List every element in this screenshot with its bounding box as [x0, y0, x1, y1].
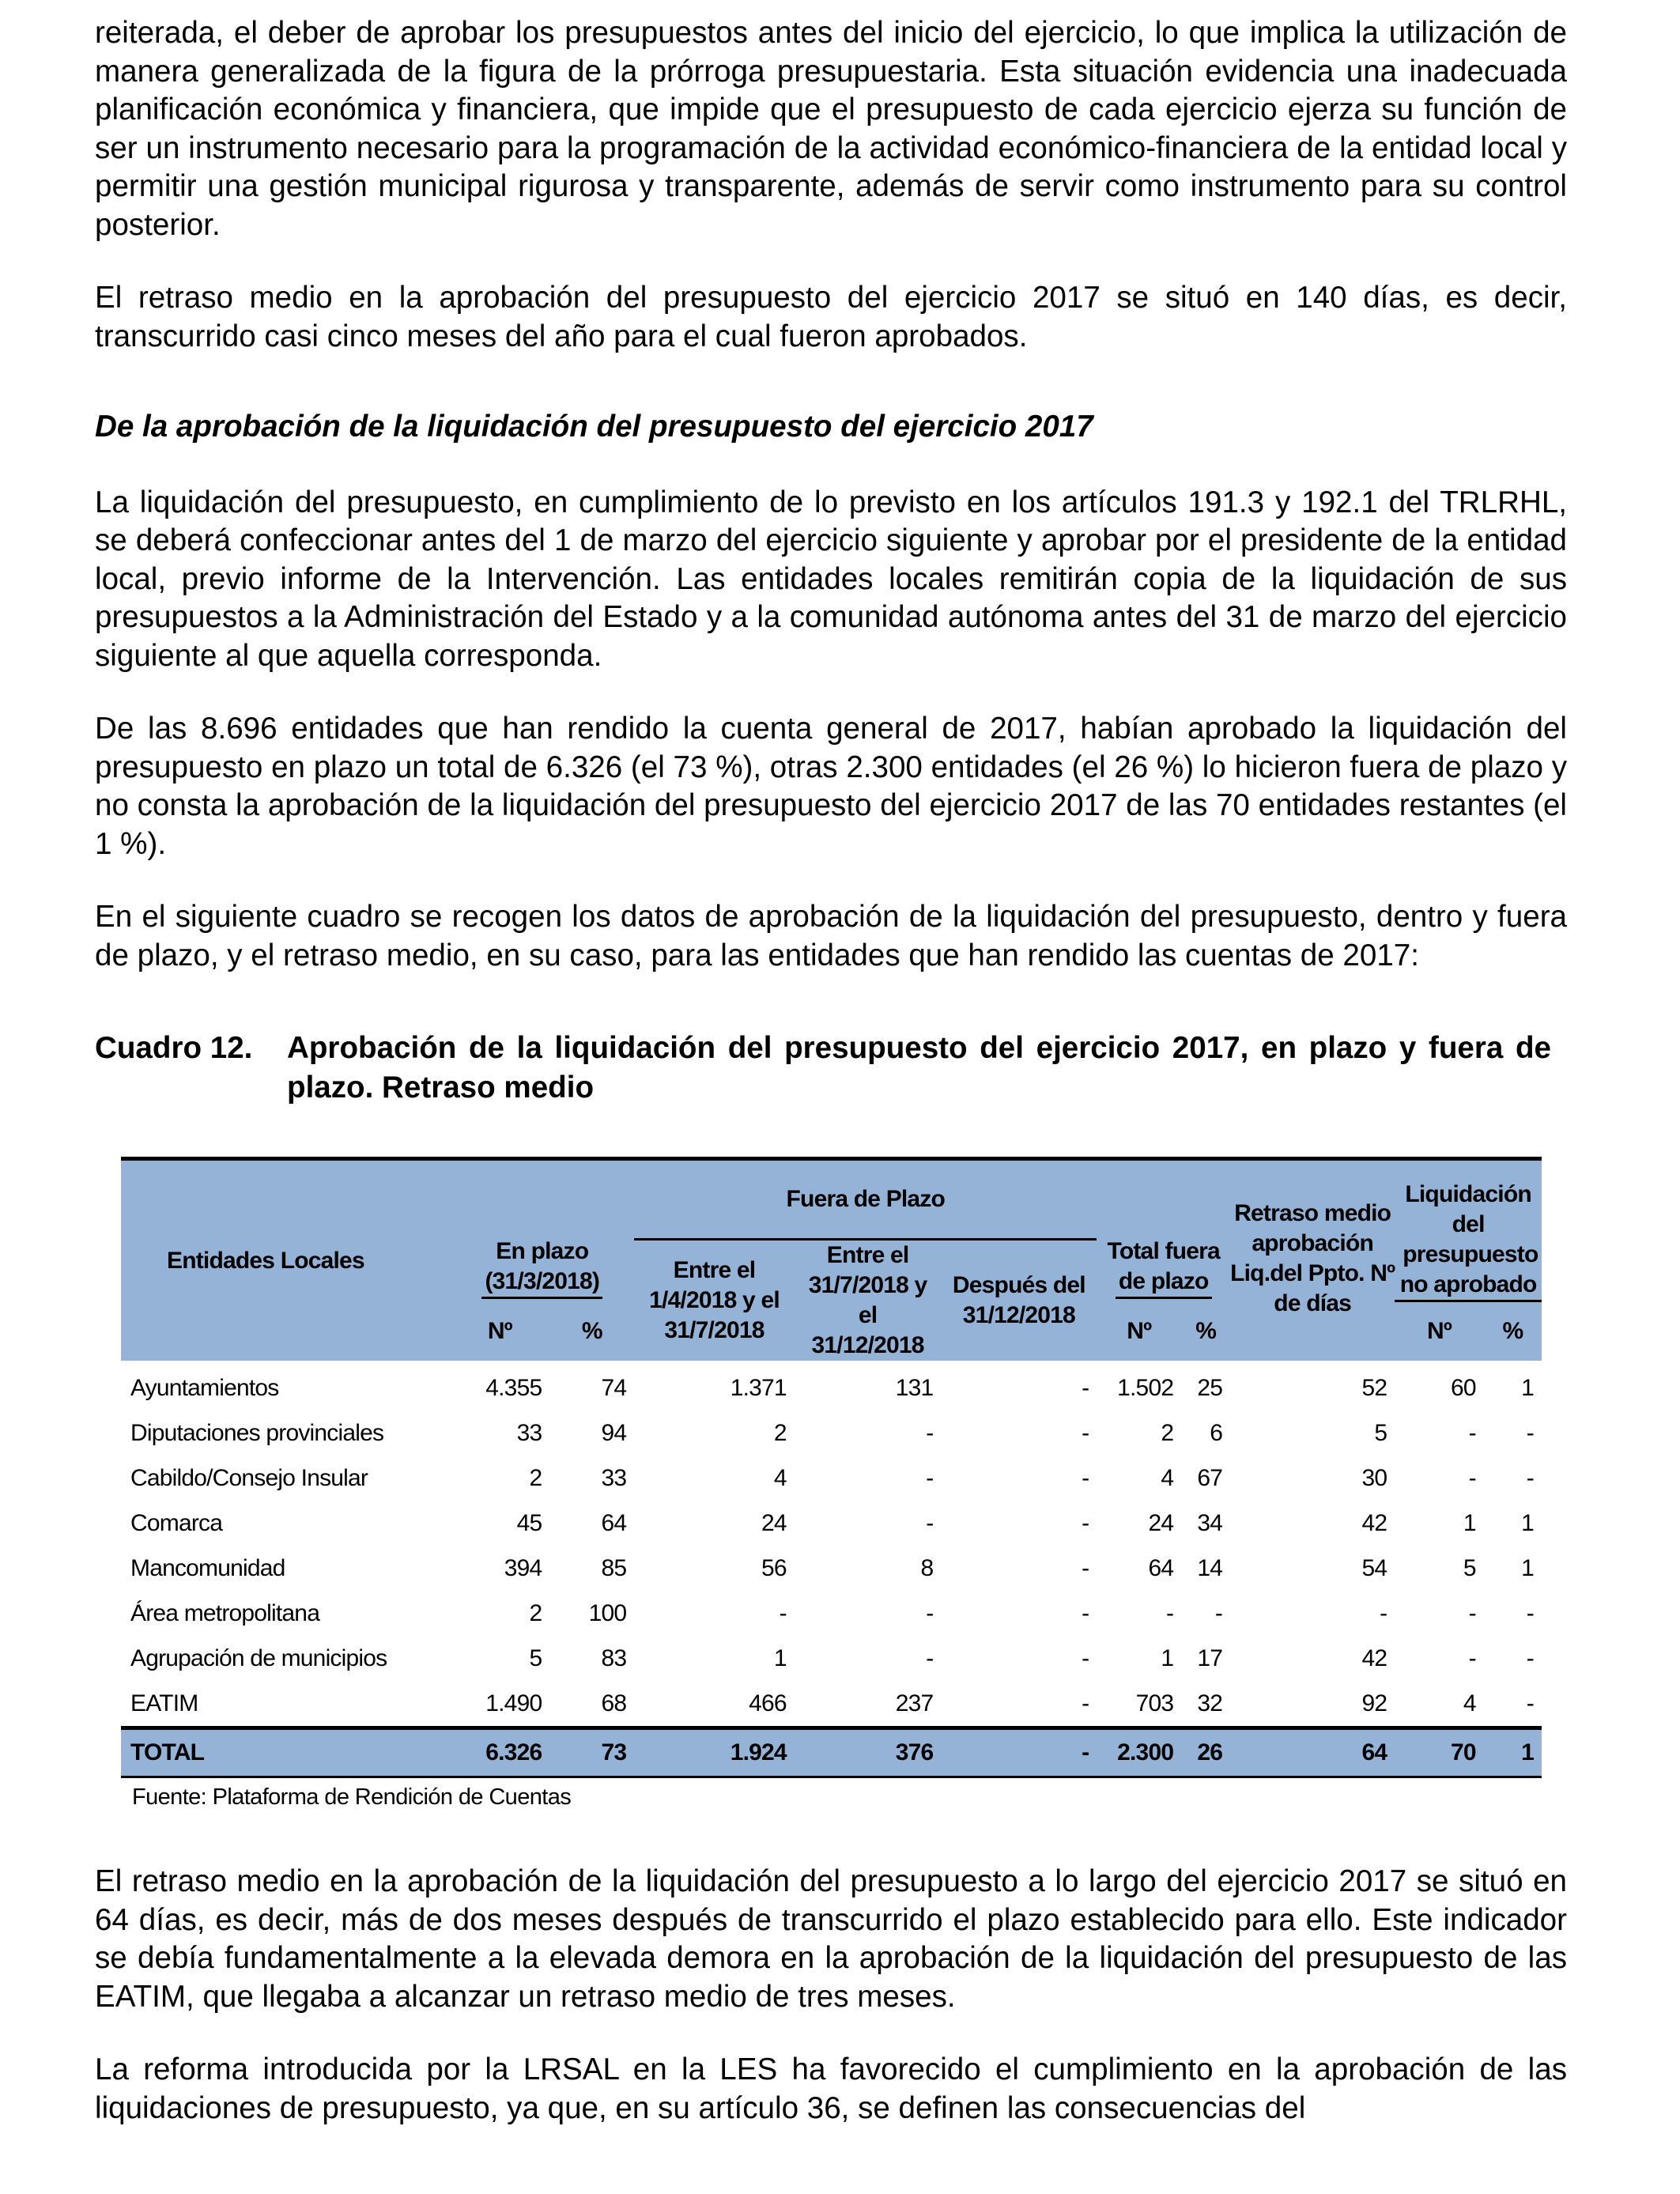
header-n: Nº [450, 1302, 549, 1361]
table-cell: 52 [1361, 1374, 1387, 1401]
header-total-fuera [1097, 1159, 1230, 1302]
header-despues: Después del 31/12/2018 [941, 1240, 1097, 1361]
paragraph: De las 8.696 entidades que han rendido la cuenta general de 2017, habían aprobado la liquidación del presupuesto en plazo un total de 6.326 (el 73 %), otras 2.300 entidades (el 26 %) lo hicieron fuera de plazo y no consta la aprobación de la liquidación del presupuesto del ejercicio 2017 de las 70 entidades restantes (el 1 %). [95, 712, 1567, 861]
paragraph: La reforma introducida por la LRSAL en la LES ha favorecido el cumplimiento en la aprobación de las liquidaciones de presupuesto, ya que, en su artículo 36, se definen las consecuencias del [95, 2052, 1567, 2125]
table-cell: 1 [1521, 1509, 1534, 1536]
table-cell: - [1166, 1599, 1174, 1626]
table-row [121, 1546, 1542, 1591]
table-cell: 100 [588, 1599, 627, 1626]
document-page [95, 14, 1567, 2162]
table-row [121, 1636, 1542, 1681]
table-cell: 4 [1161, 1464, 1174, 1491]
table-cell: 1 [1521, 1554, 1534, 1581]
table-cell: - [1468, 1645, 1476, 1671]
table-cell: 42 [1361, 1509, 1387, 1536]
table-cell: 2 [529, 1464, 542, 1491]
row-label: Mancomunidad [130, 1554, 285, 1581]
table-cell: - [1082, 1690, 1089, 1716]
table-cell: 56 [761, 1554, 787, 1581]
table-cell: 394 [504, 1554, 542, 1581]
paragraph: reiterada, el deber de aprobar los presupuestos antes del inicio del ejercicio, lo que implica la utilización de manera generalizada de la figura de la prórroga presupuestaria. Esta situación evidencia una inadecuada planificación económica y financiera, que impide que el presupuesto de cada ejercicio ejerza su función de ser un instrumento necesario para la programación de la actividad económico-financiera de la entidad local y permitir una gestión municipal rigurosa y transparente, además de servir como instrumento para su control posterior. [95, 16, 1567, 242]
table-cell: 73 [549, 1728, 634, 1777]
table-cell: 376 [795, 1728, 942, 1777]
table-cell: 42 [1361, 1645, 1387, 1671]
header-entre-2-b: 31/12/2018 [811, 1332, 924, 1358]
table-cell: 2 [773, 1419, 787, 1446]
table-cell: 17 [1197, 1645, 1223, 1671]
header-en-plazo [450, 1159, 634, 1302]
header-en-plazo-date: (31/3/2018) [481, 1267, 602, 1299]
table-cell: 6 [1210, 1419, 1223, 1446]
table-cell: 74 [601, 1374, 627, 1401]
table-cell: - [1082, 1374, 1089, 1401]
table-cell: 1 [1463, 1509, 1476, 1536]
table-cell: - [1082, 1599, 1089, 1626]
table-cell: 94 [601, 1419, 627, 1446]
table-row [121, 1501, 1542, 1546]
table-row [121, 1410, 1542, 1456]
table-cell: 466 [749, 1690, 787, 1716]
table-cell: - [1468, 1419, 1476, 1446]
table-cell: 26 [1181, 1728, 1230, 1777]
header-entidades: Entidades Locales [121, 1159, 450, 1361]
table-cell: - [1082, 1509, 1089, 1536]
table-cell: - [1082, 1419, 1089, 1446]
table-cell: - [926, 1509, 934, 1536]
table-cell: - [1082, 1645, 1089, 1671]
table-cell: 64 [1148, 1554, 1174, 1581]
table-cell: - [1526, 1464, 1534, 1491]
section-heading: De la aprobación de la liquidación del presupuesto del ejercicio 2017 [95, 410, 1093, 444]
table-cell: 34 [1197, 1509, 1223, 1536]
table-source: Fuente: Plataforma de Rendición de Cuentas [132, 1784, 572, 1810]
table-row [121, 1456, 1542, 1501]
table-cell: 1 [1484, 1728, 1542, 1777]
row-label: EATIM [130, 1690, 198, 1716]
table-cell: 4 [773, 1464, 787, 1491]
header-liquidacion-sub: no aprobado [1395, 1270, 1542, 1302]
row-label: Diputaciones provinciales [130, 1419, 384, 1446]
table-cell: 2 [1161, 1419, 1174, 1446]
table-cell: 54 [1361, 1554, 1387, 1581]
table-cell: 67 [1197, 1464, 1223, 1491]
paragraph: En el siguiente cuadro se recogen los datos de aprobación de la liquidación del presupuesto, dentro y fuera de plazo, y el retraso medio, en su caso, para las entidades que han rendido las cuentas de 2017: [95, 900, 1567, 972]
row-label: Ayuntamientos [130, 1374, 279, 1401]
table-cell: 68 [601, 1690, 627, 1716]
table-cell: - [1082, 1464, 1089, 1491]
table-cell: - [1468, 1464, 1476, 1491]
table-cell: 1 [1521, 1374, 1534, 1401]
table-caption [95, 1029, 1567, 1108]
table-cell: 4.355 [485, 1374, 542, 1401]
header-entre-2-a: Entre el 31/7/2018 y el [808, 1242, 927, 1328]
header-fuera-de-plazo: Fuera de Plazo [634, 1159, 1097, 1240]
table-cell: 70 [1395, 1728, 1484, 1777]
header-liquidacion [1395, 1159, 1542, 1302]
table-cell: - [1526, 1419, 1534, 1446]
table-cell: 5 [529, 1645, 542, 1671]
table-row [121, 1591, 1542, 1636]
table-cell: 24 [1148, 1509, 1174, 1536]
table-row [121, 1361, 1542, 1410]
table-cell: 1.490 [485, 1690, 542, 1716]
caption-text: Aprobación de la liquidación del presupuesto del ejercicio 2017, en plazo y fuera de plazo. Retraso medio [287, 1031, 1551, 1105]
header-n: Nº [1395, 1302, 1484, 1361]
header-entre-1: Entre el 1/4/2018 y el 31/7/2018 [634, 1240, 795, 1361]
paragraph: El retraso medio en la aprobación del presupuesto del ejercicio 2017 se situó en 140 días, es decir, transcurrido casi cinco meses del año para el cual fueron aprobados. [95, 281, 1567, 353]
table-cell: 30 [1361, 1464, 1387, 1491]
table-cell: 60 [1451, 1374, 1476, 1401]
table-cell: 33 [516, 1419, 542, 1446]
header-total-fuera-label: Total fuera [1107, 1237, 1220, 1264]
table-cell: - [1082, 1554, 1089, 1581]
table-cell: 33 [601, 1464, 627, 1491]
table-cell: 25 [1197, 1374, 1223, 1401]
header-retraso: Retraso medio aprobación Liq.del Ppto. Nº de días [1230, 1159, 1395, 1361]
row-label: Área metropolitana [130, 1599, 320, 1626]
table-cell: - [926, 1419, 934, 1446]
row-label: Agrupación de municipios [130, 1645, 387, 1671]
table-cell: 45 [516, 1509, 542, 1536]
header-pct: % [1484, 1302, 1542, 1361]
table-cell: 1.502 [1117, 1374, 1174, 1401]
table-cell: - [926, 1645, 934, 1671]
header-pct: % [1181, 1302, 1230, 1361]
table-cell: 85 [601, 1554, 627, 1581]
table-cell: 703 [1135, 1690, 1174, 1716]
table-cell: 64 [1230, 1728, 1395, 1777]
table-cell: 14 [1197, 1554, 1223, 1581]
header-n: Nº [1097, 1302, 1181, 1361]
table-cell: - [779, 1599, 787, 1626]
header-total-fuera-sub: de plazo [1116, 1267, 1212, 1299]
header-entre-2 [795, 1240, 942, 1361]
table-cell: 5 [1374, 1419, 1387, 1446]
table-cell: 2 [529, 1599, 542, 1626]
table-cell: 64 [601, 1509, 627, 1536]
table-cell: 1 [1161, 1645, 1174, 1671]
table-cell: - [1526, 1599, 1534, 1626]
table-cell: - [1214, 1599, 1223, 1626]
table-cell: 92 [1361, 1690, 1387, 1716]
paragraph: La liquidación del presupuesto, en cumplimiento de lo previsto en los artículos 191.3 y 192.1 del TRLRHL, se deberá confeccionar antes del 1 de marzo del ejercicio siguiente y aprobar por el presidente de la entidad local, previo informe de la Intervención. Las entidades locales remitirán copia de la liquidación de sus presupuestos a la Administración del Estado y a la comunidad autónoma antes del 31 de marzo del ejercicio siguiente al que aquella corresponda. [95, 485, 1567, 673]
table-cell: 83 [601, 1645, 627, 1671]
table-container [121, 1157, 1542, 1811]
table-row [121, 1681, 1542, 1728]
table-cell: 1.924 [634, 1728, 795, 1777]
table-cell: 1 [773, 1645, 787, 1671]
header-en-plazo-label: En plazo [496, 1237, 589, 1264]
table-cell: 131 [895, 1374, 934, 1401]
header-liquidacion-label: Liquidación del presupuesto [1403, 1180, 1538, 1267]
data-table [121, 1157, 1542, 1778]
table-cell: 32 [1197, 1690, 1223, 1716]
table-cell: - [926, 1599, 934, 1626]
table-cell: - [1380, 1599, 1387, 1626]
table-cell: - [941, 1728, 1097, 1777]
table-cell: - [926, 1464, 934, 1491]
total-row [121, 1728, 1542, 1777]
header-pct: % [549, 1302, 634, 1361]
table-cell: 24 [761, 1509, 787, 1536]
table-cell: 8 [920, 1554, 934, 1581]
table-cell: 237 [895, 1690, 934, 1716]
row-label: TOTAL [121, 1728, 450, 1777]
table-cell: - [1526, 1645, 1534, 1671]
table-cell: 5 [1463, 1554, 1476, 1581]
table-cell: 4 [1463, 1690, 1476, 1716]
table-cell: 1.371 [730, 1374, 787, 1401]
row-label: Comarca [130, 1509, 223, 1536]
caption-number: Cuadro 12. [95, 1031, 253, 1065]
row-label: Cabildo/Consejo Insular [130, 1464, 368, 1491]
paragraph: El retraso medio en la aprobación de la liquidación del presupuesto a lo largo del ejercicio 2017 se situó en 64 días, es decir, más de dos meses después de transcurrido el plazo establecido para ello. Este indicador se debía fundamentalmente a la elevada demora en la aprobación de la liquidación del presupuesto de las EATIM, que llegaba a alcanzar un retraso medio de tres meses. [95, 1864, 1567, 2014]
table-cell: 2.300 [1097, 1728, 1181, 1777]
table-cell: 6.326 [450, 1728, 549, 1777]
table-cell: - [1526, 1690, 1534, 1716]
table-cell: - [1468, 1599, 1476, 1626]
table-body [121, 1361, 1542, 1777]
